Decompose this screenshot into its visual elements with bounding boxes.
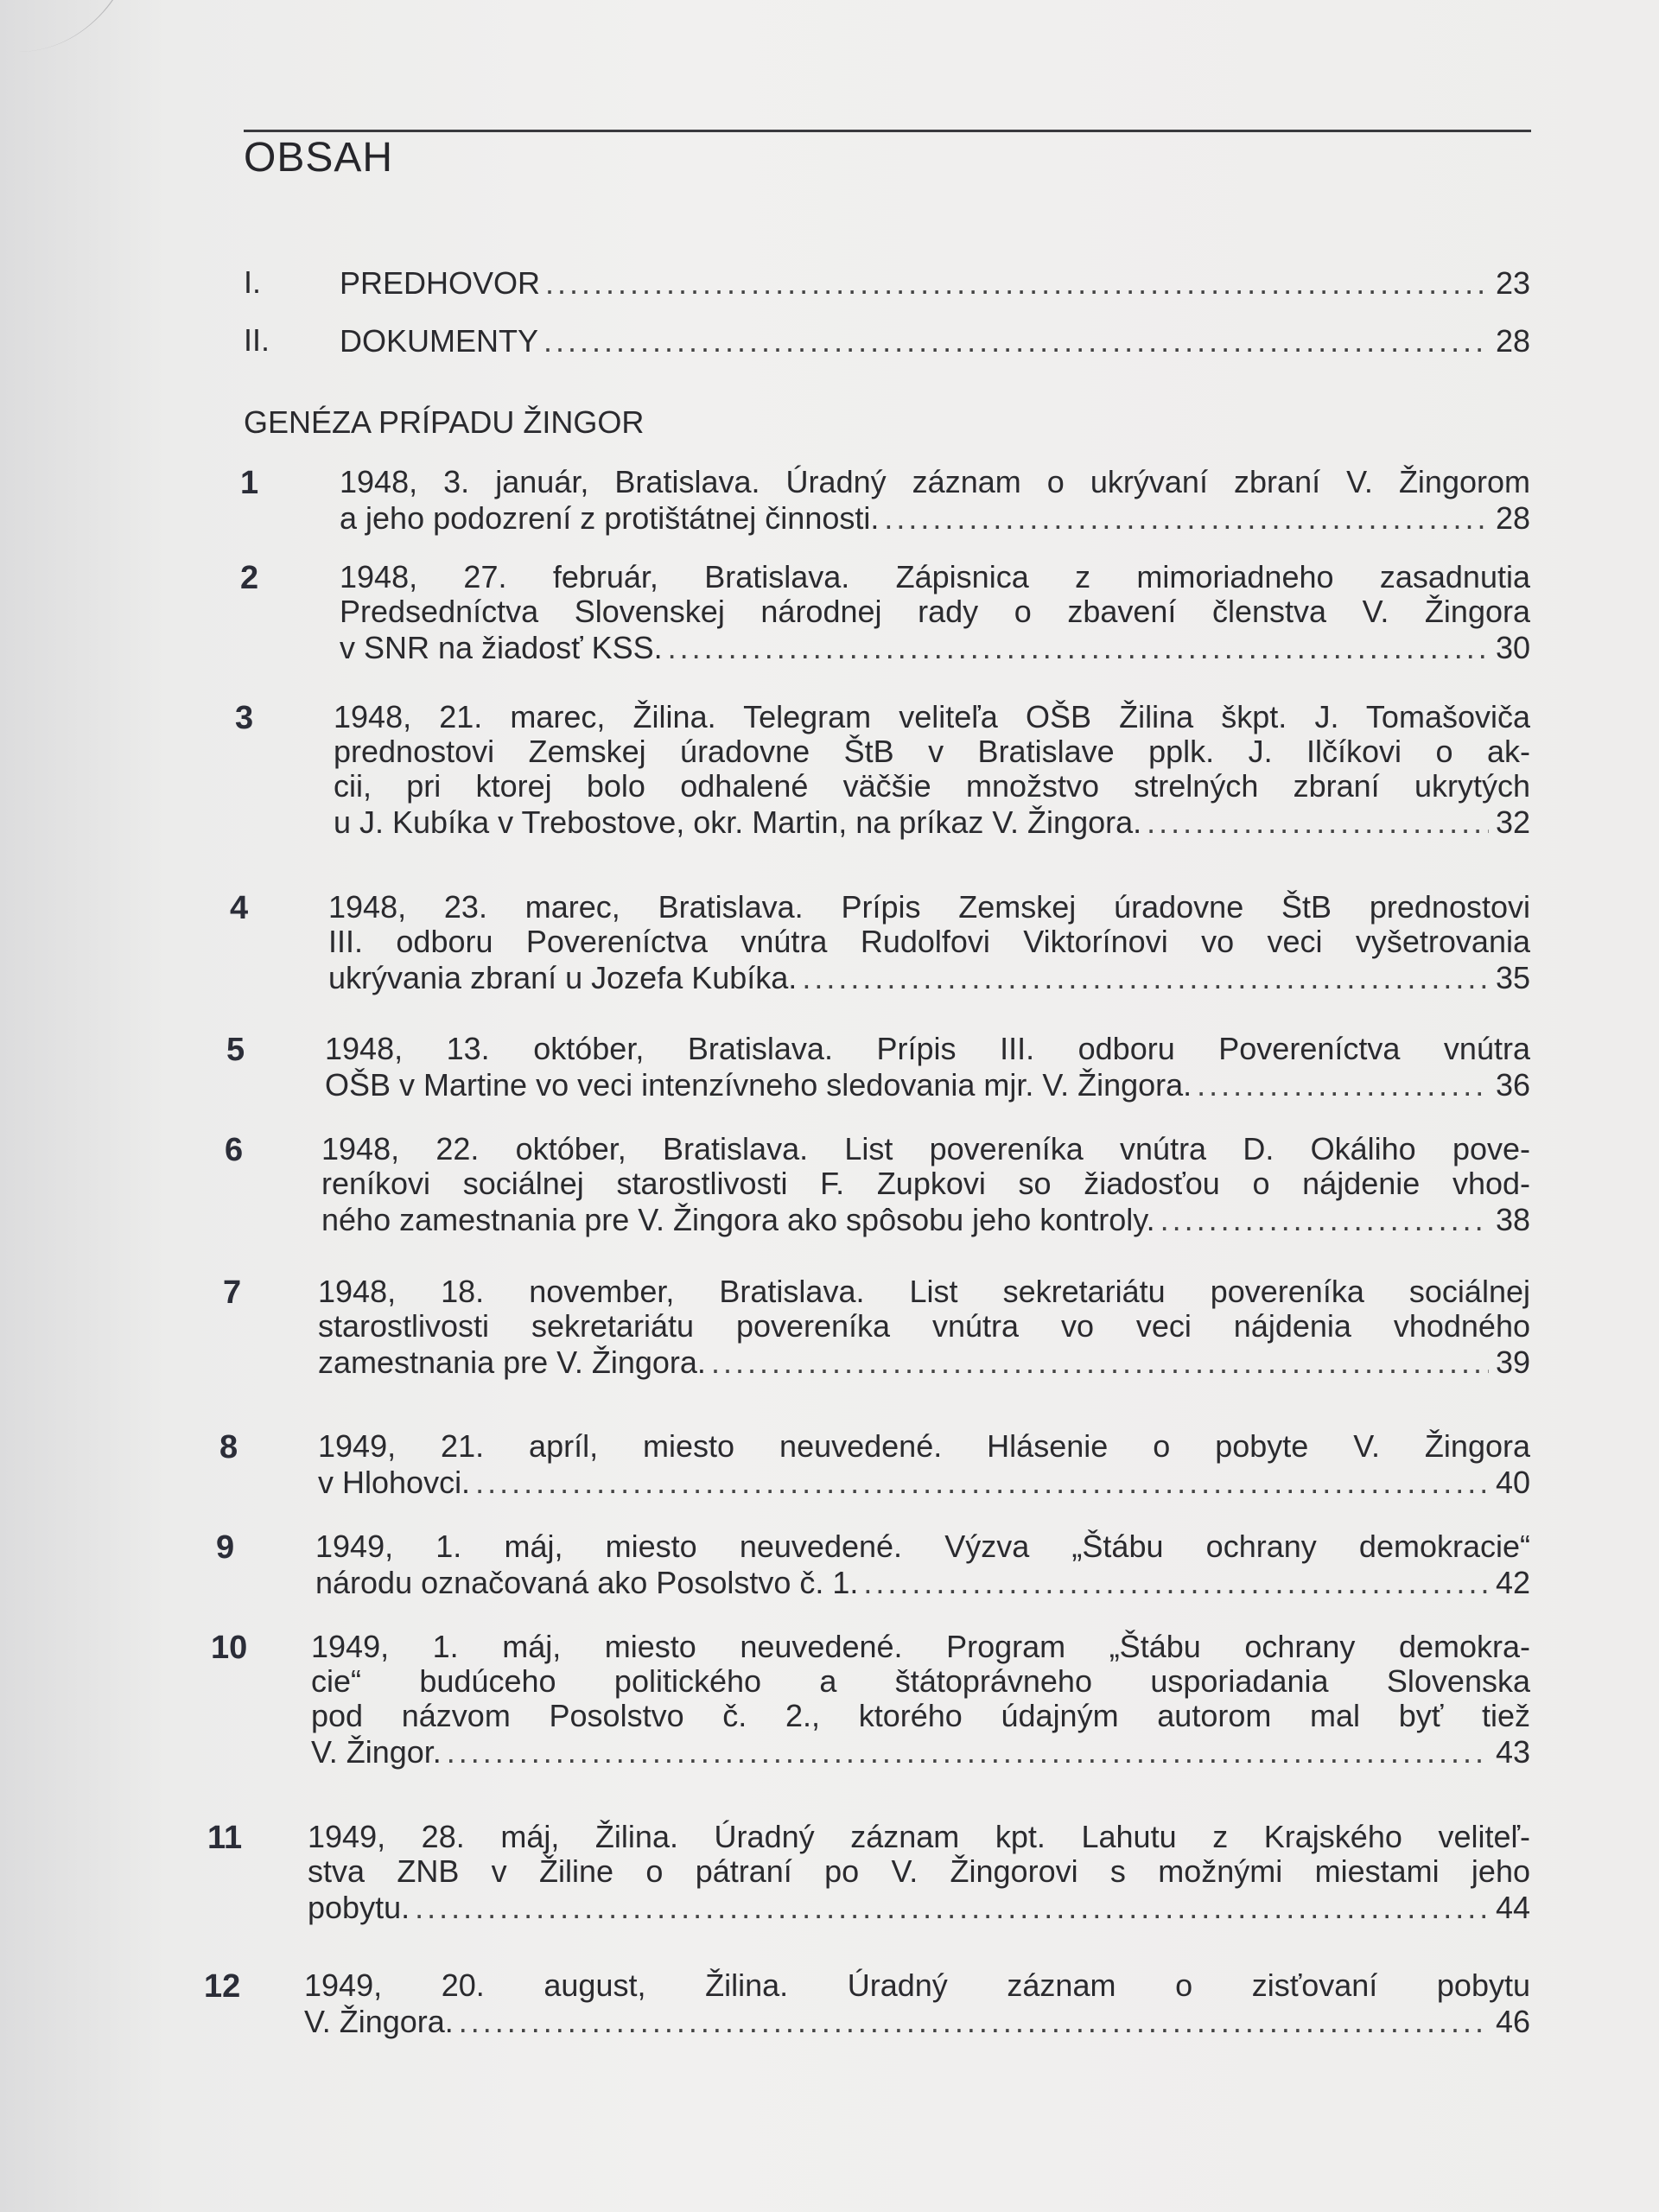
page-number: 43: [1495, 1734, 1530, 1770]
entry-text-line: 1949, 1. máj, miesto neuvedené. Program „Štábu ochrany demokra-: [311, 1630, 1530, 1664]
entry-text-line: cii, pri ktorej bolo odhalené väčšie množstvo strelných zbraní ukrytých: [334, 769, 1530, 804]
entry-text-line: v SNR na žiadosť KSS.: [340, 630, 663, 665]
entry-text-line: a jeho podozrení z protištátnej činnosti.: [340, 500, 880, 536]
entry-number: 3: [235, 700, 254, 736]
page-number: 32: [1495, 804, 1530, 840]
page-number: 38: [1495, 1202, 1530, 1237]
entry-text-line: V. Žingor.: [311, 1734, 442, 1770]
entry-text-line: 1948, 21. marec, Žilina. Telegram veliteľa OŠB Žilina škpt. J. Tomašoviča: [334, 700, 1530, 734]
entry-text-line: ukrývania zbraní u Jozefa Kubíka.: [328, 960, 798, 995]
entry-text-line: reníkovi sociálnej starostlivosti F. Zupkovi so žiadosťou o nájdenie vhod-: [321, 1166, 1530, 1201]
entry-text-line: 1948, 18. november, Bratislava. List sekretariátu povereníka sociálnej: [318, 1274, 1530, 1309]
entry-text-line: OŠB v Martine vo veci intenzívneho sledovania mjr. V. Žingora.: [325, 1067, 1192, 1103]
dot-leader: [415, 1891, 1489, 1925]
entry-text-line: v Hlohovci.: [318, 1465, 471, 1500]
entry-text-block: [318, 1274, 1530, 1387]
entry-text-line: 1948, 13. október, Bratislava. Prípis III. odboru Povereníctva vnútra: [325, 1032, 1530, 1066]
entry-text-line: ného zamestnania pre V. Žingora ako spôsobu jeho kontroly.: [321, 1202, 1155, 1237]
entry-text-block: [340, 465, 1530, 543]
section-entry: [340, 264, 1530, 308]
entry-text-block: [340, 560, 1530, 672]
dot-leader: [668, 631, 1489, 665]
entry-text-line: zamestnania pre V. Žingora.: [318, 1344, 706, 1380]
section-title: PREDHOVOR: [340, 265, 541, 301]
dot-leader: [1160, 1203, 1489, 1237]
entry-text-line: 1949, 21. apríl, miesto neuvedené. Hlásenie o pobyte V. Žingora: [318, 1429, 1530, 1464]
entry-number: 8: [219, 1429, 238, 1465]
entry-text-line: III. odboru Povereníctva vnútra Rudolfovi Viktorínovi vo veci vyšetrovania: [328, 925, 1530, 959]
entry-text-line: 1948, 3. január, Bratislava. Úradný záznam o ukrývaní zbraní V. Žingorom: [340, 465, 1530, 499]
page-number: 40: [1495, 1465, 1530, 1500]
page-number: 36: [1495, 1067, 1530, 1103]
entry-text-block: [325, 1032, 1530, 1109]
page-number: 35: [1495, 960, 1530, 995]
entry-text-line: 1948, 27. február, Bratislava. Zápisnica z mimoriadneho zasadnutia: [340, 560, 1530, 594]
entry-text-line: stva ZNB v Žiline o pátraní po V. Žingorovi s možnými miestami jeho: [308, 1854, 1530, 1889]
dot-leader: [1147, 805, 1489, 840]
header-rule: [244, 130, 1531, 132]
page-number: 30: [1495, 630, 1530, 665]
entry-text-line: 1948, 23. marec, Bratislava. Prípis Zemskej úradovne ŠtB prednostovi: [328, 890, 1530, 925]
entry-number: 10: [211, 1630, 248, 1666]
entry-text-line: 1949, 20. august, Žilina. Úradný záznam o zisťovaní pobytu: [304, 1968, 1530, 2003]
dot-leader: [545, 266, 1489, 301]
dot-leader: [447, 1735, 1489, 1770]
entry-number: 11: [207, 1820, 243, 1856]
dot-leader: [475, 1465, 1489, 1500]
entry-text-line: starostlivosti sekretariátu povereníka vnútra vo veci nájdenia vhodného: [318, 1309, 1530, 1344]
entry-number: 12: [204, 1968, 241, 2005]
entry-text-block: [315, 1529, 1530, 1607]
entry-text-block: [321, 1132, 1530, 1244]
entry-number: 1: [240, 465, 259, 501]
entry-text-line: národu označovaná ako Posolstvo č. 1.: [315, 1565, 859, 1600]
entry-number: 2: [240, 560, 259, 596]
entry-number: 4: [230, 890, 249, 926]
dot-leader: [711, 1345, 1489, 1380]
page-number: 39: [1495, 1344, 1530, 1380]
entry-text-line: pod názvom Posolstvo č. 2., ktorého údajným autorom mal byť tiež: [311, 1699, 1530, 1733]
entry-text-line: u J. Kubíka v Trebostove, okr. Martin, na príkaz V. Žingora.: [334, 804, 1142, 840]
page-number: 28: [1495, 500, 1530, 536]
entry-text-line: 1949, 28. máj, Žilina. Úradný záznam kpt. Lahutu z Krajského veliteľ-: [308, 1820, 1530, 1854]
entry-text-block: [311, 1630, 1530, 1777]
entry-number: 9: [216, 1529, 235, 1566]
entry-number: 5: [226, 1032, 245, 1068]
page-title: OBSAH: [244, 135, 394, 181]
dot-leader: [802, 961, 1489, 995]
subsection-heading: GENÉZA PRÍPADU ŽINGOR: [244, 404, 645, 440]
section-entry: [340, 322, 1530, 365]
section-title: DOKUMENTY: [340, 323, 539, 359]
section-roman-numeral: I.: [244, 264, 262, 300]
entry-text-line: pobytu.: [308, 1890, 410, 1925]
entry-number: 7: [223, 1274, 242, 1311]
page-number: 42: [1495, 1565, 1530, 1600]
entry-text-block: [328, 890, 1530, 1002]
dot-leader: [1197, 1068, 1489, 1103]
entry-text-block: [334, 700, 1530, 847]
entry-text-block: [304, 1968, 1530, 2046]
page-number: 44: [1495, 1890, 1530, 1925]
entry-text-line: prednostovi Zemskej úradovne ŠtB v Bratislave pplk. J. Ilčíkovi o ak-: [334, 734, 1530, 769]
page-number: 28: [1495, 323, 1530, 359]
entry-number: 6: [225, 1132, 244, 1168]
entry-text-line: 1949, 1. máj, miesto neuvedené. Výzva „Štábu ochrany demokracie“: [315, 1529, 1530, 1564]
entry-text-line: V. Žingora.: [304, 2004, 454, 2039]
entry-text-line: Predsedníctva Slovenskej národnej rady o zbavení členstva V. Žingora: [340, 594, 1530, 629]
entry-text-line: 1948, 22. október, Bratislava. List povereníka vnútra D. Okáliho pove-: [321, 1132, 1530, 1166]
dot-leader: [884, 501, 1489, 536]
dot-leader: [863, 1566, 1489, 1600]
page-number: 23: [1495, 265, 1530, 301]
dot-leader: [459, 2005, 1489, 2039]
section-roman-numeral: II.: [244, 322, 270, 358]
dot-leader: [543, 324, 1489, 359]
entry-text-block: [308, 1820, 1530, 1932]
entry-text-block: [318, 1429, 1530, 1507]
entry-text-line: cie“ budúceho politického a štátoprávneho usporiadania Slovenska: [311, 1664, 1530, 1699]
page-curl-edge: [0, 0, 140, 52]
page-number: 46: [1495, 2004, 1530, 2039]
